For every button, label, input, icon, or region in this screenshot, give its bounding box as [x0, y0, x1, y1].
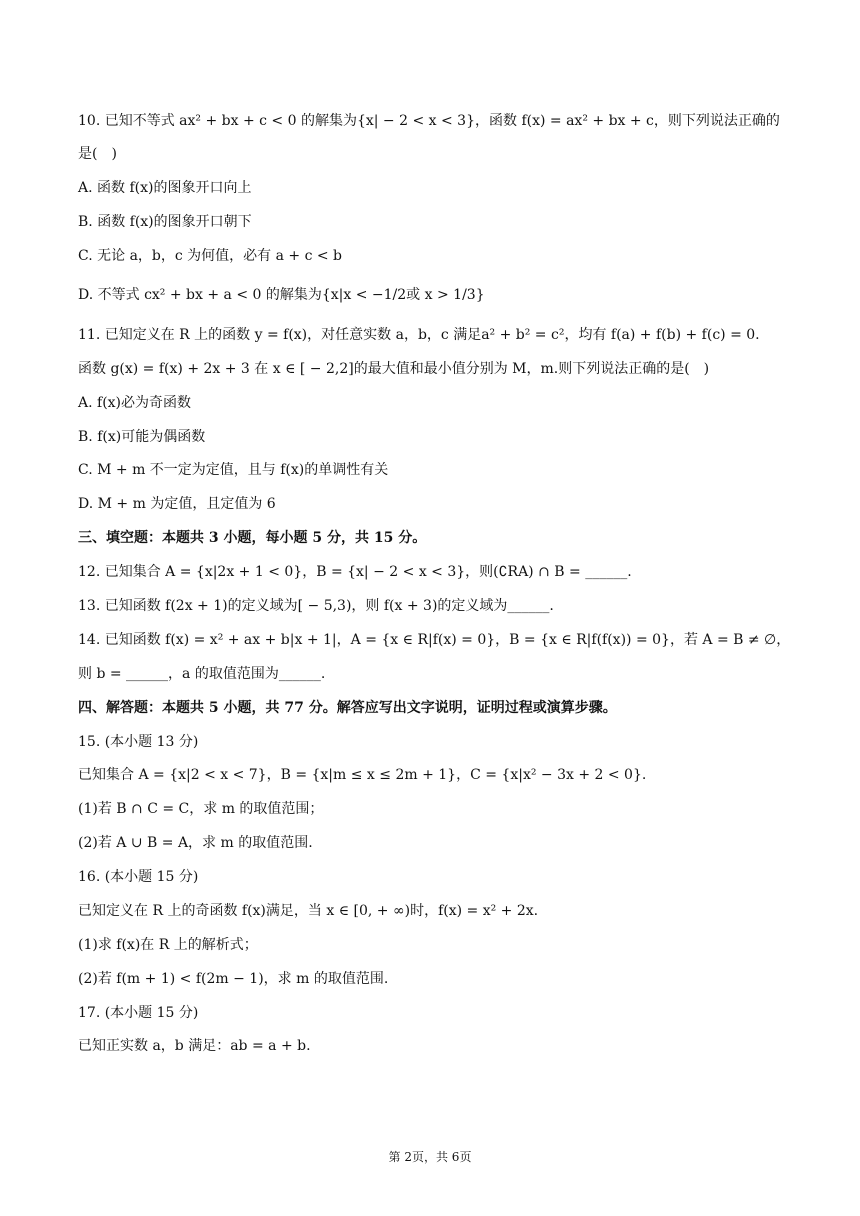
q14-stem-line1: 14. 已知函数 f(x) = x² + ax + b|x + 1|，A = {x ∈ R|f(x) = 0}，B = {x ∈ R|f(f(x)) = 0}，若 A = B ≠ ∅， [78, 632, 791, 648]
q16-part1: (1)求 f(x)在 R 上的解析式； [78, 937, 258, 953]
q10-stem-line1: 10. 已知不等式 ax² + bx + c < 0 的解集为{x| − 2 < x < 3}，函数 f(x) = ax² + bx + c，则下列说法正确的 [78, 113, 780, 129]
q11-stem-line1: 11. 已知定义在 R 上的函数 y = f(x)，对任意实数 a，b，c 满足a² + b² = c²，均有 f(a) + f(b) + f(c) = 0. [78, 327, 760, 343]
q10-option-b: B. 函数 f(x)的图象开口朝下 [78, 214, 252, 230]
section-heading-solution: 四、解答题：本题共 5 小题，共 77 分。解答应写出文字说明，证明过程或演算步骤。 [78, 700, 617, 716]
page-footer: 第 2页，共 6页 [388, 1150, 472, 1164]
q10-option-a: A. 函数 f(x)的图象开口向上 [78, 180, 252, 196]
q16-header: 16. (本小题 15 分) [78, 869, 199, 885]
q11-stem-line2: 函数 g(x) = f(x) + 2x + 3 在 x ∈ [ − 2,2]的最大值和最小值分别为 M，m.则下列说法正确的是( ) [78, 361, 710, 377]
q17-stem: 已知正实数 a，b 满足：ab = a + b. [78, 1038, 311, 1054]
section-heading-fill-in: 三、填空题：本题共 3 小题，每小题 5 分，共 15 分。 [78, 530, 427, 546]
q15-stem: 已知集合 A = {x|2 < x < 7}，B = {x|m ≤ x ≤ 2m + 1}，C = {x|x² − 3x + 2 < 0}. [78, 767, 647, 783]
q14-stem-line2: 则 b = ______，a 的取值范围为______. [78, 666, 326, 682]
q16-part2: (2)若 f(m + 1) < f(2m − 1)，求 m 的取值范围. [78, 971, 389, 987]
q11-option-a: A. f(x)必为奇函数 [78, 395, 192, 411]
q16-stem: 已知定义在 R 上的奇函数 f(x)满足，当 x ∈ [0, + ∞)时，f(x) = x² + 2x. [78, 903, 539, 919]
q15-header: 15. (本小题 13 分) [78, 734, 199, 750]
q10-option-d: D. 不等式 cx² + bx + a < 0 的解集为{x|x < −1/2或 x > 1/3} [78, 287, 485, 303]
q10-stem-line2: 是( ) [78, 146, 117, 162]
q15-part1: (1)若 B ∩ C = C，求 m 的取值范围； [78, 801, 324, 817]
q17-header: 17. (本小题 15 分) [78, 1005, 199, 1021]
q11-option-c: C. M + m 不一定为定值，且与 f(x)的单调性有关 [78, 462, 389, 478]
q15-part2: (2)若 A ∪ B = A，求 m 的取值范围. [78, 835, 313, 851]
q11-option-b: B. f(x)可能为偶函数 [78, 429, 206, 445]
q13-stem: 13. 已知函数 f(2x + 1)的定义域为[ − 5,3)，则 f(x + 3)的定义域为______. [78, 598, 554, 614]
q10-option-c: C. 无论 a，b，c 为何值，必有 a + c < b [78, 248, 343, 264]
q11-option-d: D. M + m 为定值，且定值为 6 [78, 496, 276, 512]
q12-stem: 12. 已知集合 A = {x|2x + 1 < 0}，B = {x| − 2 < x < 3}，则(∁RA) ∩ B = ______. [78, 564, 632, 580]
